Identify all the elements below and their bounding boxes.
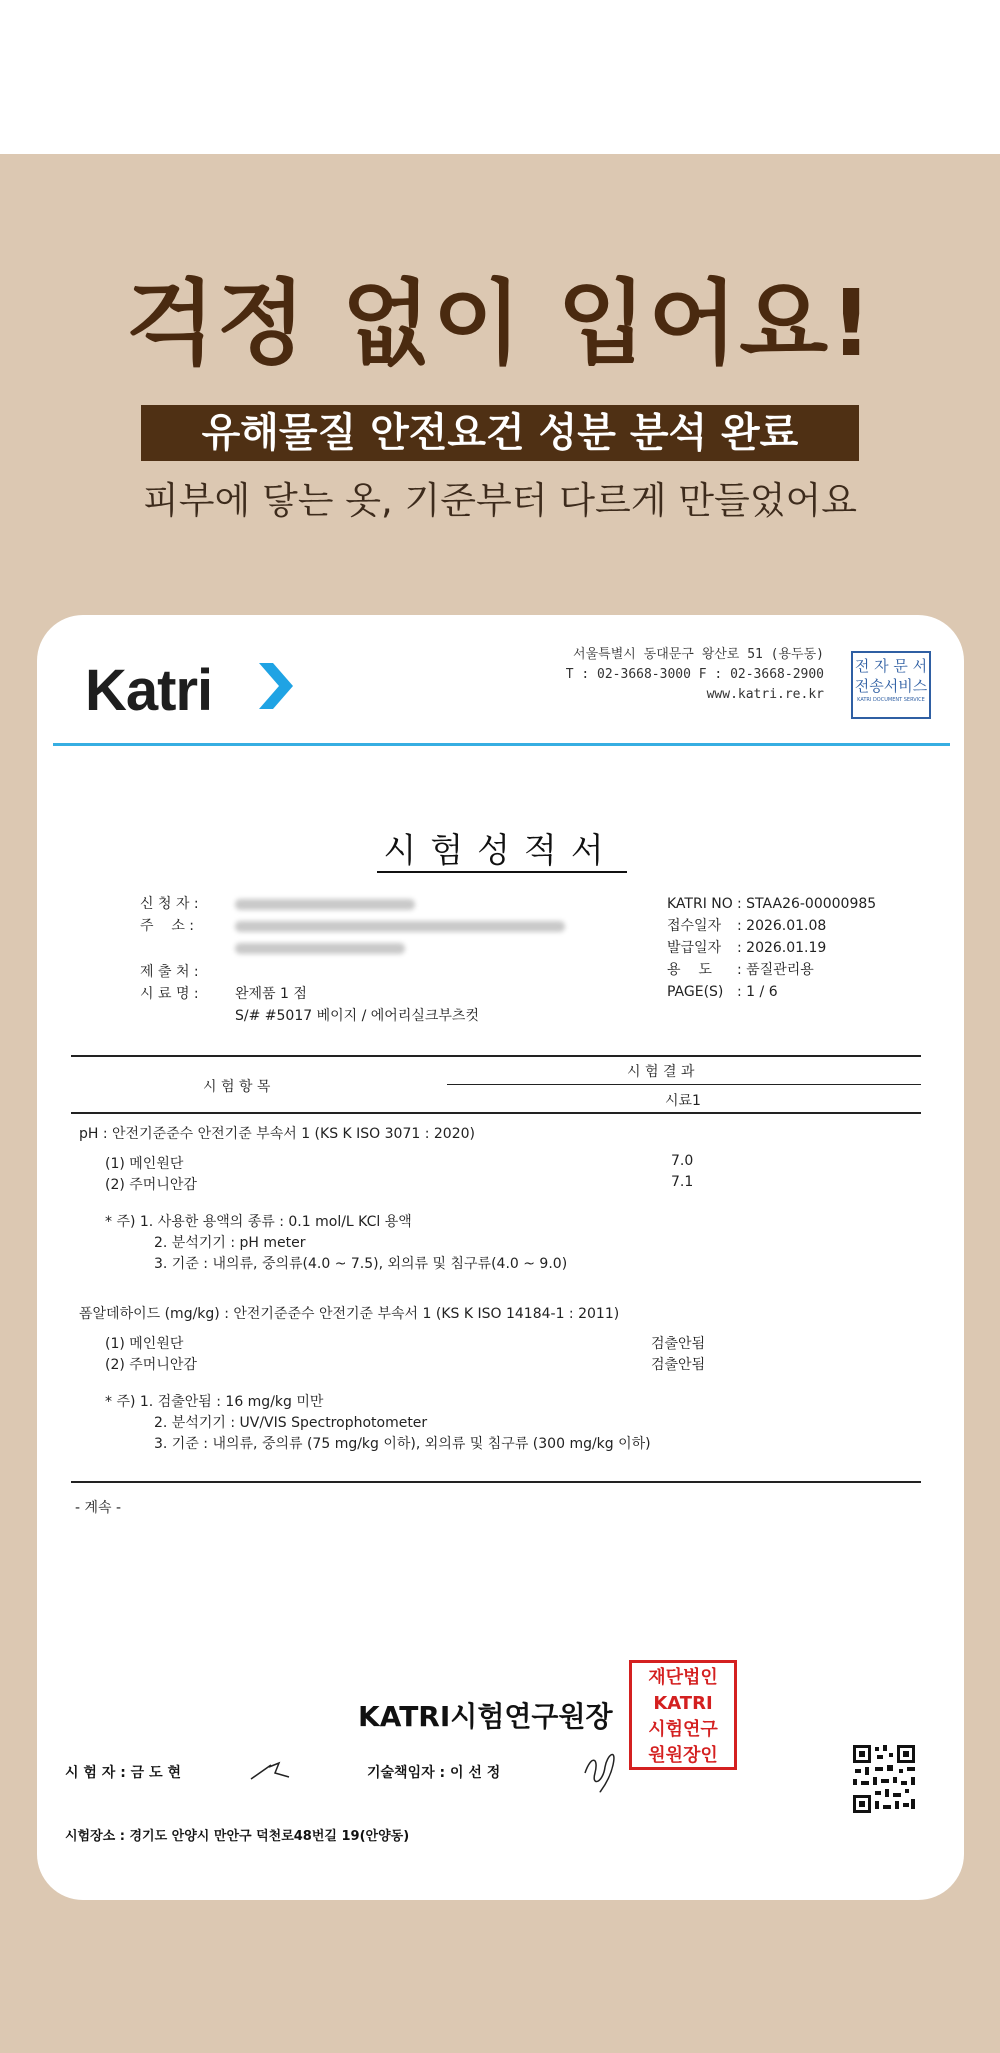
- issue-date-value: : 2026.01.19: [737, 940, 827, 956]
- header-divider: [53, 743, 950, 746]
- manager-signature: [577, 1743, 623, 1799]
- table-header-rule: [71, 1112, 921, 1114]
- formaldehyde-row2-label: (2) 주머니안감: [105, 1357, 197, 1373]
- katri-logo: Katri: [85, 658, 213, 723]
- col-test-results: 시 험 결 과: [627, 1064, 695, 1080]
- tester-name: 시 험 자 : 금 도 현: [65, 1765, 181, 1781]
- results-divider: [447, 1084, 921, 1085]
- report-title: 시험성적서: [383, 831, 618, 871]
- table-bottom-rule: [71, 1481, 921, 1483]
- ph-note-2: 2. 분석기기 : pH meter: [154, 1235, 306, 1251]
- label-sample-name: 시 료 명 :: [140, 986, 199, 1002]
- label-applicant: 신 청 자 :: [140, 896, 199, 912]
- seal-line-1: 재단법인: [648, 1667, 718, 1688]
- subheadline: 피부에 닿는 옷, 기준부터 다르게 만들었어요: [143, 479, 857, 522]
- katri-no-value: : STAA26-00000985: [737, 896, 877, 912]
- official-seal: [629, 1660, 737, 1770]
- redacted-address-2: [235, 943, 405, 954]
- sample-value-1: 완제품 1 점: [235, 986, 307, 1002]
- test-report-card: [37, 615, 964, 1900]
- formaldehyde-row2-value: 검출안됨: [651, 1357, 706, 1373]
- formaldehyde-note-2: 2. 분석기기 : UV/VIS Spectrophotometer: [154, 1415, 428, 1431]
- address-block: [566, 645, 824, 705]
- formaldehyde-heading: 폼알데하이드 (mg/kg) : 안전기준준수 안전기준 부속서 1 (KS K ISO 14184-1 : 2011): [79, 1306, 620, 1322]
- e-document-label-1: 전 자 문 서: [854, 657, 928, 675]
- receipt-date-value: : 2026.01.08: [737, 918, 827, 934]
- qr-code-icon: [851, 1743, 917, 1815]
- seal-line-3: 시험연구: [648, 1719, 718, 1740]
- headline-band: 유해물질 안전요건 성분 분석 완료: [141, 405, 859, 461]
- e-document-label-2: 전송서비스: [854, 677, 928, 695]
- tester-signature: [249, 1757, 295, 1783]
- seal-line-2: KATRI: [653, 1693, 713, 1714]
- ph-row2-value: 7.1: [671, 1174, 694, 1190]
- test-location: 시험장소 : 경기도 안양시 만안구 덕천로48번길 19(안양동): [65, 1829, 410, 1844]
- purpose-label: 용 도: [667, 962, 712, 978]
- katri-no-label: KATRI NO: [667, 896, 733, 912]
- col-test-items: 시 험 항 목: [203, 1079, 271, 1095]
- ph-row2-label: (2) 주머니안감: [105, 1177, 197, 1193]
- formaldehyde-row1-value: 검출안됨: [651, 1336, 706, 1352]
- formaldehyde-row1-label: (1) 메인원단: [105, 1336, 184, 1352]
- seal-line-4: 원원장인: [648, 1745, 718, 1766]
- issue-date-label: 발급일자: [667, 940, 722, 956]
- redacted-address-1: [235, 921, 565, 932]
- address-line-3: www.katri.re.kr: [706, 687, 824, 702]
- chevron-right-icon: [255, 657, 297, 715]
- ph-note-1: * 주) 1. 사용한 용액의 종류 : 0.1 mol/L KCl 용액: [105, 1214, 412, 1230]
- page-value: : 1 / 6: [737, 984, 778, 1000]
- title-underline: [377, 871, 627, 873]
- organization-name: KATRI시험연구원장: [358, 1700, 613, 1733]
- receipt-date-label: 접수일자: [667, 918, 722, 934]
- label-address: 주 소 :: [140, 918, 195, 934]
- col-sample-1: 시료1: [665, 1093, 701, 1109]
- sample-value-2: S/# #5017 베이지 / 에어리실크부츠컷: [235, 1008, 479, 1024]
- ph-heading: pH : 안전기준준수 안전기준 부속서 1 (KS K ISO 3071 : 2020): [79, 1126, 475, 1142]
- ph-row1-value: 7.0: [671, 1153, 694, 1169]
- page-label: PAGE(S): [667, 984, 724, 1000]
- label-submitter: 제 출 처 :: [140, 964, 199, 980]
- address-line-1: 서울특별시 동대문구 왕산로 51 (용두동): [573, 647, 824, 662]
- headline: 걱정 없이 입어요!: [125, 270, 875, 377]
- redacted-applicant: [235, 899, 415, 910]
- address-line-2: T : 02-3668-3000 F : 02-3668-2900: [565, 667, 824, 682]
- purpose-value: : 품질관리용: [737, 962, 814, 978]
- ph-note-3: 3. 기준 : 내의류, 중의류(4.0 ~ 7.5), 외의류 및 침구류(4.0 ~ 9.0): [154, 1256, 568, 1272]
- e-document-small: KATRI DOCUMENT SERVICE: [857, 697, 925, 703]
- table-top-rule: [71, 1055, 921, 1057]
- e-document-stamp: [851, 651, 931, 719]
- formaldehyde-note-3: 3. 기준 : 내의류, 중의류 (75 mg/kg 이하), 외의류 및 침구류 (300 mg/kg 이하): [154, 1436, 651, 1452]
- formaldehyde-note-1: * 주) 1. 검출안됨 : 16 mg/kg 미만: [105, 1394, 324, 1410]
- top-whitespace: [0, 0, 1000, 154]
- technical-manager: 기술책임자 : 이 선 정: [367, 1765, 501, 1781]
- continued-note: - 계속 -: [75, 1500, 122, 1516]
- ph-row1-label: (1) 메인원단: [105, 1156, 184, 1172]
